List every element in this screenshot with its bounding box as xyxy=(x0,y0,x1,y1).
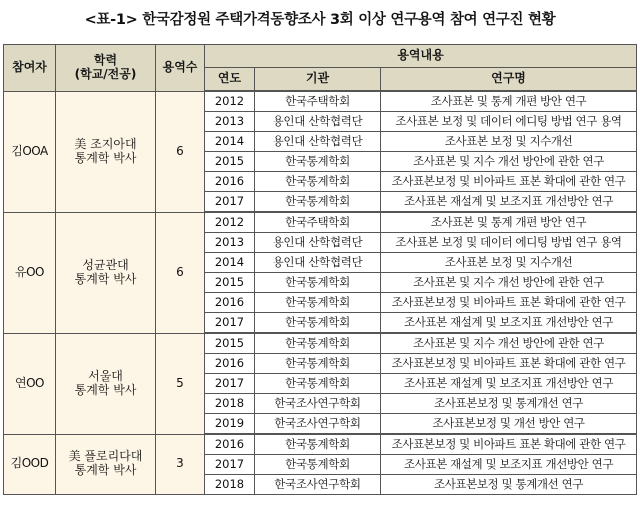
institution-cell: 한국통계학회 xyxy=(255,374,381,394)
education-cell xyxy=(56,91,156,212)
education-degree: 통계학 박사 xyxy=(74,150,137,165)
year-cell: 2013 xyxy=(205,112,255,132)
institution-cell: 한국통계학회 xyxy=(255,333,381,354)
header-education xyxy=(56,45,156,92)
study-name-cell: 조사표본 및 지수 개선 방안에 관한 연구 xyxy=(381,333,637,354)
study-name-cell: 조사표본보정 및 비아파트 표본 확대에 관한 연구 xyxy=(381,172,637,192)
year-cell: 2013 xyxy=(205,233,255,253)
year-cell: 2017 xyxy=(205,313,255,334)
year-cell: 2015 xyxy=(205,152,255,172)
year-cell: 2017 xyxy=(205,192,255,213)
study-name-cell: 조사표본 및 통계 개편 방안 연구 xyxy=(381,91,637,112)
institution-cell: 한국통계학회 xyxy=(255,172,381,192)
service-count-cell: 6 xyxy=(156,212,205,333)
education-degree: 통계학 박사 xyxy=(74,271,137,286)
institution-cell: 한국통계학회 xyxy=(255,455,381,475)
table-row xyxy=(4,434,637,455)
service-count-cell: 6 xyxy=(156,91,205,212)
institution-cell: 한국조사연구학회 xyxy=(255,414,381,435)
study-name-cell: 조사표본보정 및 통계개선 연구 xyxy=(381,394,637,414)
table-row xyxy=(4,91,637,112)
year-cell: 2017 xyxy=(205,374,255,394)
education-degree: 통계학 박사 xyxy=(74,463,137,478)
education-cell xyxy=(56,333,156,434)
study-name-cell: 조사표본보정 및 비아파트 표본 확대에 관한 연구 xyxy=(381,293,637,313)
study-name-cell: 조사표본 보정 및 지수개선 xyxy=(381,253,637,273)
table-title: <표-1> 한국감정원 주택가격동향조사 3회 이상 연구용역 참여 연구진 현황 xyxy=(84,12,556,28)
study-name-cell: 조사표본 재설계 및 보조지표 개선방안 연구 xyxy=(381,455,637,475)
year-cell: 2015 xyxy=(205,273,255,293)
year-cell: 2016 xyxy=(205,172,255,192)
education-degree: 통계학 박사 xyxy=(74,382,137,397)
participant-cell: 연OO xyxy=(4,333,56,434)
researcher-table xyxy=(3,44,637,495)
institution-cell: 용인대 산학협력단 xyxy=(255,112,381,132)
education-school: 美 플로리다대 xyxy=(68,449,143,464)
institution-cell: 한국조사연구학회 xyxy=(255,475,381,495)
service-count-cell: 5 xyxy=(156,333,205,434)
year-cell: 2016 xyxy=(205,354,255,374)
study-name-cell: 조사표본 재설계 및 보조지표 개선방안 연구 xyxy=(381,192,637,213)
institution-cell: 한국통계학회 xyxy=(255,434,381,455)
institution-cell: 한국통계학회 xyxy=(255,152,381,172)
year-cell: 2016 xyxy=(205,293,255,313)
institution-cell: 한국통계학회 xyxy=(255,192,381,213)
year-cell: 2012 xyxy=(205,212,255,233)
institution-cell: 한국통계학회 xyxy=(255,273,381,293)
study-name-cell: 조사표본 보정 및 지수개선 xyxy=(381,132,637,152)
education-school: 서울대 xyxy=(88,368,123,383)
year-cell: 2014 xyxy=(205,253,255,273)
study-name-cell: 조사표본 보정 및 데이터 에디팅 방법 연구 용역 xyxy=(381,233,637,253)
year-cell: 2019 xyxy=(205,414,255,435)
header-study-name: 연구명 xyxy=(381,68,637,92)
table-body xyxy=(4,91,637,495)
header-year: 연도 xyxy=(205,68,255,92)
study-name-cell: 조사표본보정 및 개선 방안 연구 xyxy=(381,414,637,435)
participant-cell: 김OOD xyxy=(4,434,56,495)
header-education-line2: (학교/전공) xyxy=(74,66,137,81)
institution-cell: 한국조사연구학회 xyxy=(255,394,381,414)
study-name-cell: 조사표본보정 및 비아파트 표본 확대에 관한 연구 xyxy=(381,354,637,374)
table-row xyxy=(4,333,637,354)
service-count-cell: 3 xyxy=(156,434,205,495)
institution-cell: 한국주택학회 xyxy=(255,91,381,112)
institution-cell: 한국통계학회 xyxy=(255,293,381,313)
year-cell: 2014 xyxy=(205,132,255,152)
study-name-cell: 조사표본 및 통계 개편 방안 연구 xyxy=(381,212,637,233)
year-cell: 2015 xyxy=(205,333,255,354)
year-cell: 2017 xyxy=(205,455,255,475)
study-name-cell: 조사표본 재설계 및 보조지표 개선방안 연구 xyxy=(381,313,637,334)
education-school: 성균관대 xyxy=(82,257,129,272)
institution-cell: 한국주택학회 xyxy=(255,212,381,233)
study-name-cell: 조사표본 및 지수 개선 방안에 관한 연구 xyxy=(381,152,637,172)
header-institution: 기관 xyxy=(255,68,381,92)
year-cell: 2018 xyxy=(205,475,255,495)
institution-cell: 용인대 산학협력단 xyxy=(255,132,381,152)
institution-cell: 한국통계학회 xyxy=(255,313,381,334)
year-cell: 2018 xyxy=(205,394,255,414)
study-name-cell: 조사표본 및 지수 개선 방안에 관한 연구 xyxy=(381,273,637,293)
study-name-cell: 조사표본 재설계 및 보조지표 개선방안 연구 xyxy=(381,374,637,394)
year-cell: 2012 xyxy=(205,91,255,112)
study-name-cell: 조사표본보정 및 비아파트 표본 확대에 관한 연구 xyxy=(381,434,637,455)
header-participant: 참여자 xyxy=(4,45,56,92)
institution-cell: 한국통계학회 xyxy=(255,354,381,374)
header-service-count: 용역수 xyxy=(156,45,205,92)
institution-cell: 용인대 산학협력단 xyxy=(255,253,381,273)
year-cell: 2016 xyxy=(205,434,255,455)
table-row xyxy=(4,212,637,233)
education-school: 美 조지아대 xyxy=(74,136,137,151)
study-name-cell: 조사표본보정 및 통계개선 연구 xyxy=(381,475,637,495)
header-service-content: 용역내용 xyxy=(205,45,637,68)
study-name-cell: 조사표본 보정 및 데이터 에디팅 방법 연구 용역 xyxy=(381,112,637,132)
institution-cell: 용인대 산학협력단 xyxy=(255,233,381,253)
education-cell xyxy=(56,212,156,333)
participant-cell: 유OO xyxy=(4,212,56,333)
participant-cell: 김OOA xyxy=(4,91,56,212)
education-cell xyxy=(56,434,156,495)
header-education-line1: 학력 xyxy=(93,52,118,67)
